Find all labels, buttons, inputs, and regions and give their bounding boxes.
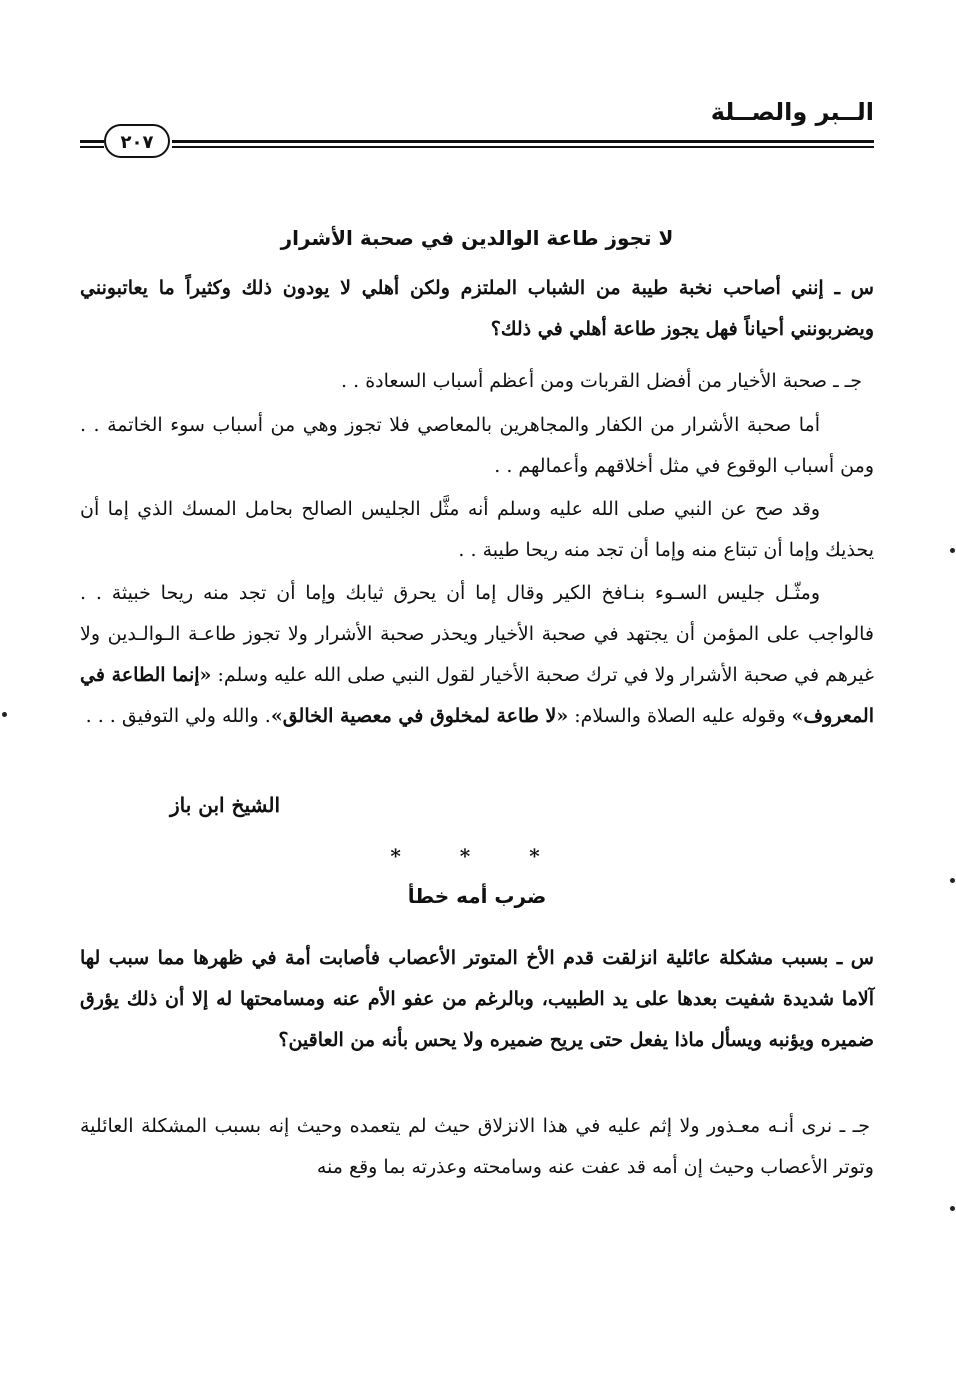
scan-artifact-dot xyxy=(950,878,955,883)
section1-answer-intro: جـ ـ صحبة الأخيار من أفضل القربات ومن أعظم أسباب السعادة . . xyxy=(341,370,862,392)
hadith-quote-2: «لا طاعة لمخلوق في معصية الخالق» xyxy=(270,705,569,727)
section1-answer-para3: وقد صح عن النبي صلى الله عليه وسلم أنه مثَّل الجليس الصالح بحامل المسك الذي إما أن يحذيك وإما أن تبتاع منه وإما أن تجد منه ريحا طيبة . . xyxy=(80,498,874,561)
scan-artifact-dot xyxy=(950,548,955,553)
section2-answer: جـ ـ نرى أنـه معـذور ولا إثم عليه في هذا الانزلاق حيث لم يتعمده وحيث إنه بسبب المشكلة العائلية وتوتر الأعصاب وحيث إن أمه قد عفت عنه وسامحته وعذرته بما وقع منه xyxy=(80,1115,874,1178)
section1-answer-para2: أما صحبة الأشرار من الكفار والمجاهرين بالمعاصي فلا تجوز وهي من أسباب سوء الخاتمة . . ومن أسباب الوقوع في مثل أخلاقهم وأعمالهم . . xyxy=(80,414,874,477)
section2-heading: ضرب أمه خطأ xyxy=(407,884,547,908)
para4-text-b: وقوله عليه الصلاة والسلام: xyxy=(568,705,792,727)
para4-text-c: . والله ولي التوفيق . . . xyxy=(85,705,271,727)
header-rule xyxy=(80,140,874,150)
page-number-badge: ٢٠٧ xyxy=(104,124,170,158)
section1-answer-para4 xyxy=(80,573,874,737)
header-rule-thick-line xyxy=(172,140,874,143)
section1-heading: لا تجوز طاعة الوالدين في صحبة الأشرار xyxy=(280,226,674,250)
fatwa-signature: الشيخ ابن باز xyxy=(169,793,280,817)
scan-artifact-dot xyxy=(950,1206,955,1211)
section2-question: س ـ بسبب مشكلة عائلية انزلقت قدم الأخ المتوتر الأعصاب فأصابت أمة في ظهرها مما سبب لها آلاما شديدة شفيت بعدها على يد الطبيب، وبالرغم من عفو الأم عنه ومسامحتها له إلا أن ذلك يؤرق ضميره ويؤنبه ويسأل ماذا يفعل حتى يريح ضميره ولا يحس بأنه من العاقين؟ xyxy=(80,947,874,1051)
running-header-title: الــبر والصــلة xyxy=(710,98,874,126)
header-rule-stub xyxy=(80,140,104,148)
section-separator-stars: * * * xyxy=(390,844,566,868)
hadith-quote-1: «إنما الطاعة في المعروف» xyxy=(80,664,874,727)
header-rule-thin-line xyxy=(172,146,874,148)
para4-text-a: ومثّـل جليس السـوء بنـافخ الكير وقال إما أن يحرق ثيابك وإما أن تجد منه ريحا خبيثة . . فالواجب على المؤمن أن يجتهد في صحبة الأخيار ويحذر صحبة الأشرار ولا تجوز طاعـة الـوالـدين ولا غيرهم في صحبة الأشرار ولا في ترك صحبة الأخيار لقول النبي صلى الله عليه وسلم: xyxy=(80,582,874,686)
scan-artifact-dot xyxy=(2,712,7,717)
section1-question: س ـ إنني أصاحب نخبة طيبة من الشباب الملتزم ولكن أهلي لا يودون ذلك وكثيراً ما يعاتبونني ويضربونني أحياناً فهل يجوز طاعة أهلي في ذلك؟ xyxy=(80,277,874,340)
